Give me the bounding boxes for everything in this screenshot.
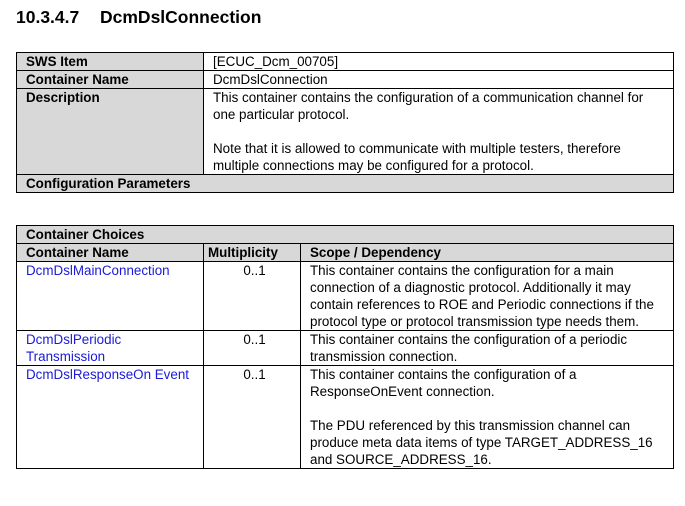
- scope-cell: [301, 262, 674, 331]
- scope-text: This container contains the configuration of a periodic transmission connection.: [310, 332, 628, 364]
- table-row: [17, 366, 674, 469]
- configuration-parameters-label: Configuration Parameters: [17, 175, 674, 193]
- container-name-value: DcmDslConnection: [204, 71, 674, 89]
- multiplicity-value: 0..1: [204, 262, 301, 331]
- table-title-row: [17, 226, 674, 244]
- container-link-periodic-transmission[interactable]: DcmDslPeriodic Transmission: [17, 331, 204, 366]
- sws-item-label: SWS Item: [17, 53, 204, 71]
- multiplicity-value: 0..1: [204, 331, 301, 366]
- table-row: [17, 262, 674, 331]
- table-row: [17, 331, 674, 366]
- header-container-name: Container Name: [17, 244, 204, 262]
- table-row: [17, 175, 674, 193]
- scope-text: This container contains the configuration for a main connection of a diagnostic protocol. Additionally it may contain references to ROE and Periodic connections if the protocol type or protocol transmission type needs them.: [310, 263, 654, 329]
- scope-note: The PDU referenced by this transmission channel can produce meta data items of type TARGET_ADDRESS_16 and SOURCE_ADDRESS_16.: [310, 418, 653, 467]
- scope-cell: [301, 366, 674, 469]
- table-row: [17, 53, 674, 71]
- table-header-row: [17, 244, 674, 262]
- container-name-label: Container Name: [17, 71, 204, 89]
- table-row: [17, 89, 674, 175]
- multiplicity-value: 0..1: [204, 366, 301, 469]
- description-cell: [204, 89, 674, 175]
- description-label: Description: [17, 89, 204, 175]
- container-choices-title: Container Choices: [17, 226, 674, 244]
- container-link-main-connection[interactable]: DcmDslMainConnection: [17, 262, 204, 331]
- section-title: DcmDslConnection: [100, 7, 262, 27]
- header-scope-dependency: Scope / Dependency: [301, 244, 674, 262]
- header-multiplicity: Multiplicity: [204, 244, 301, 262]
- scope-text: This container contains the configuration of a ResponseOnEvent connection.: [310, 367, 577, 399]
- configuration-table: [16, 52, 674, 193]
- description-note: Note that it is allowed to communicate with multiple testers, therefore multiple connections may be configured for a protocol.: [213, 141, 621, 173]
- container-choices-table: [16, 225, 674, 469]
- sws-item-value: [ECUC_Dcm_00705]: [204, 53, 674, 71]
- container-link-response-on-event[interactable]: DcmDslResponseOn Event: [17, 366, 204, 469]
- section-heading: [16, 7, 261, 27]
- description-text: This container contains the configuration of a communication channel for one particular protocol.: [213, 90, 644, 122]
- section-number: 10.3.4.7: [16, 7, 80, 27]
- table-row: [17, 71, 674, 89]
- scope-cell: [301, 331, 674, 366]
